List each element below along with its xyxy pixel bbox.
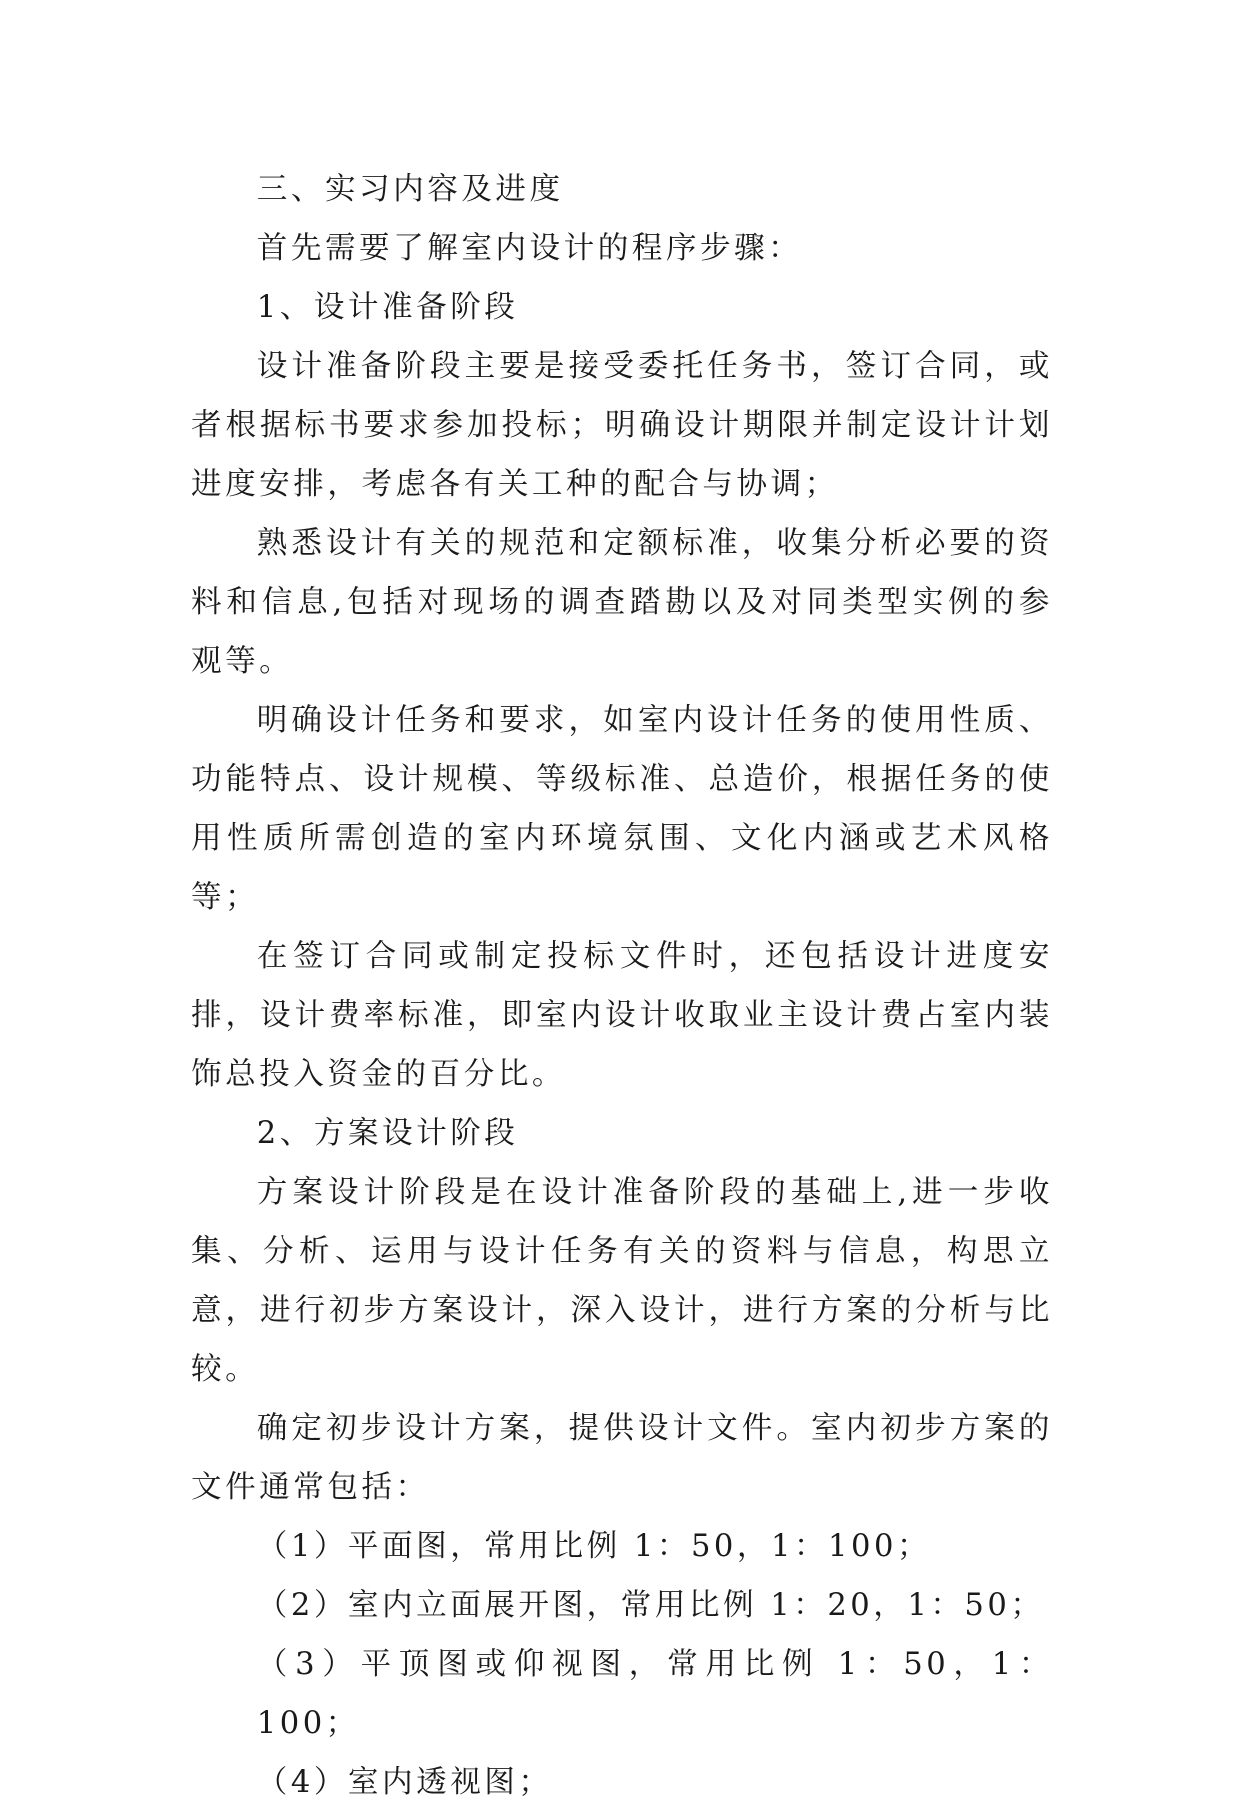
body-paragraph: 明确设计任务和要求，如室内设计任务的使用性质、功能特点、设计规模、等级标准、总造价，根据任务的使用性质所需创造的室内环境氛围、文化内涵或艺术风格等； xyxy=(191,703,1053,915)
subsection-heading-2: 2、方案设计阶段 xyxy=(256,1116,519,1151)
body-paragraph: 方案设计阶段是在设计准备阶段的基础上,进一步收集、分析、运用与设计任务有关的资料与信息，构思立意，进行初步方案设计，深入设计，进行方案的分析与比较。 xyxy=(191,1175,1053,1387)
list-item: （2）室内立面展开图，常用比例 1：20，1：50； xyxy=(256,1588,1045,1623)
body-paragraph: 熟悉设计有关的规范和定额标准，收集分析必要的资料和信息,包括对现场的调查踏勘以及对同类型实例的参观等。 xyxy=(191,526,1053,679)
body-paragraph: 在签订合同或制定投标文件时，还包括设计进度安排，设计费率标准，即室内设计收取业主设计费占室内装饰总投入资金的百分比。 xyxy=(191,939,1053,1092)
body-paragraph: 确定初步设计方案，提供设计文件。室内初步方案的文件通常包括： xyxy=(191,1411,1053,1505)
subsection-heading-1: 1、设计准备阶段 xyxy=(256,290,519,325)
list-item: （1）平面图，常用比例 1：50，1：100； xyxy=(256,1529,932,1564)
section-heading: 三、实习内容及进度 xyxy=(256,172,564,207)
intro-paragraph: 首先需要了解室内设计的程序步骤： xyxy=(256,231,803,266)
document-body xyxy=(191,160,1053,1812)
list-item: （4）室内透视图； xyxy=(256,1765,553,1800)
list-item: （3）平顶图或仰视图，常用比例 1：50，1：100； xyxy=(256,1647,1053,1741)
body-paragraph: 设计准备阶段主要是接受委托任务书，签订合同，或者根据标书要求参加投标；明确设计期限并制定设计计划进度安排，考虑各有关工种的配合与协调； xyxy=(191,349,1053,502)
